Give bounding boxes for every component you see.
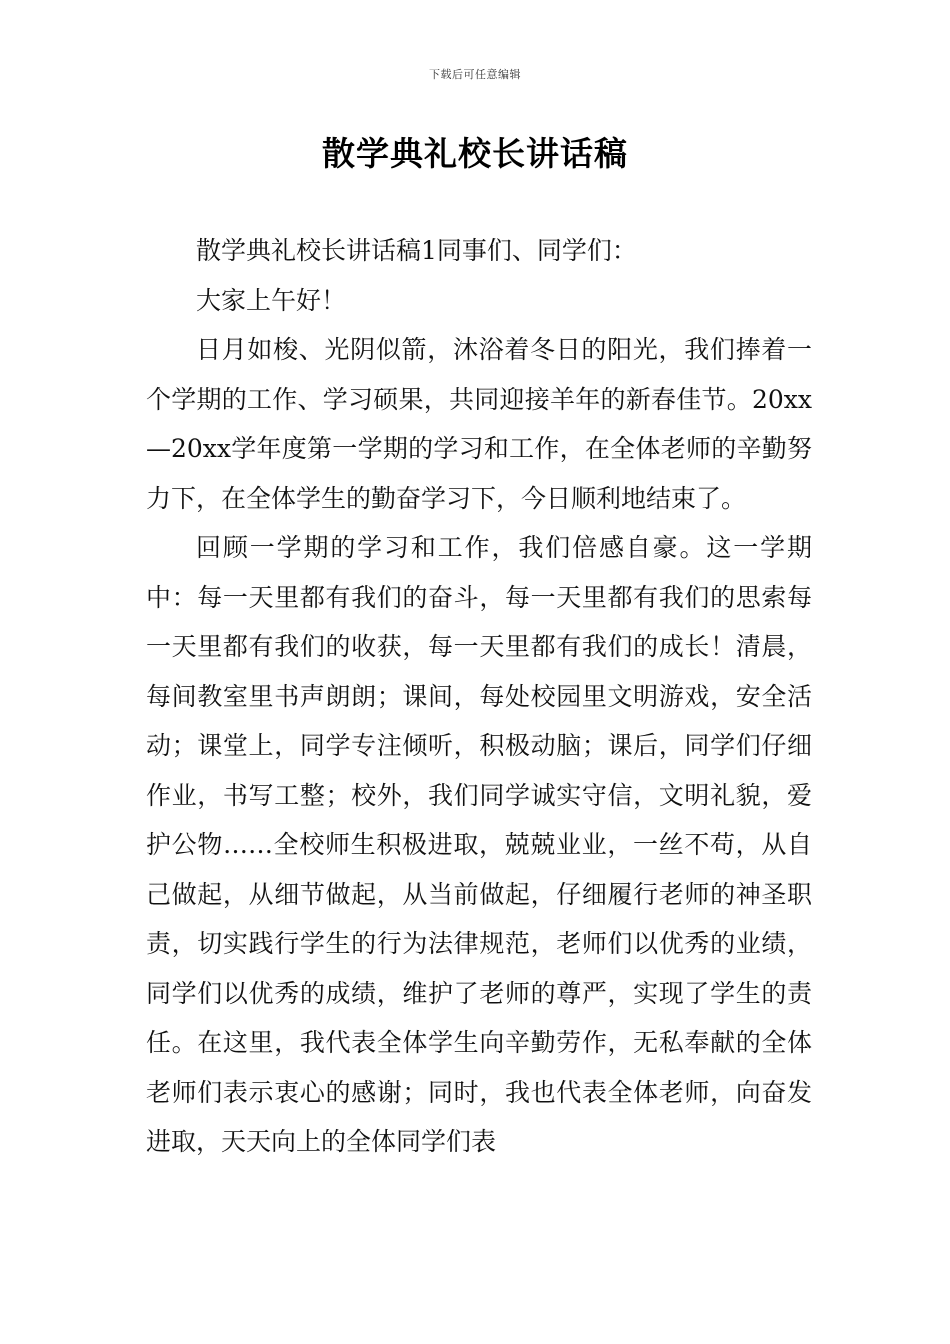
header-note: 下载后可任意编辑: [429, 68, 521, 81]
paragraph-review: 回顾一学期的学习和工作，我们倍感自豪。这一学期中：每一天里都有我们的奋斗，每一天里都有我们的思索每一天里都有我们的收获，每一天里都有我们的成长！清晨，每间教室里书声朗朗；课间，每处校园里文明游戏，安全活动；课堂上，同学专注倾听，积极动脑；课后，同学们仔细作业，书写工整；校外，我们同学诚实守信，文明礼貌，爱护公物……全校师生积极进取，兢兢业业，一丝不苟，从自己做起，从细节做起，从当前做起，仔细履行老师的神圣职责，切实践行学生的行为法律规范，老师们以优秀的业绩，同学们以优秀的成绩，维护了老师的尊严，实现了学生的责任。在这里，我代表全体学生向辛勤劳作，无私奉献的全体老师们表示衷心的感谢；同时，我也代表全体老师，向奋发进取，天天向上的全体同学们表: [146, 533, 812, 1156]
paragraph-opening: 日月如梭、光阴似箭，沐浴着冬日的阳光，我们捧着一个学期的工作、学习硕果，共同迎接羊年的新春佳节。20xx—20xx学年度第一学期的学习和工作，在全体老师的辛勤努力下，在全体学生的勤奋学习下，今日顺利地结束了。: [146, 335, 812, 513]
paragraph-greeting: 散学典礼校长讲话稿1同事们、同学们：: [196, 236, 637, 265]
document-title: 散学典礼校长讲话稿: [322, 134, 628, 173]
document-body: [146, 226, 812, 1167]
paragraph-salutation: 大家上午好！: [196, 285, 347, 315]
